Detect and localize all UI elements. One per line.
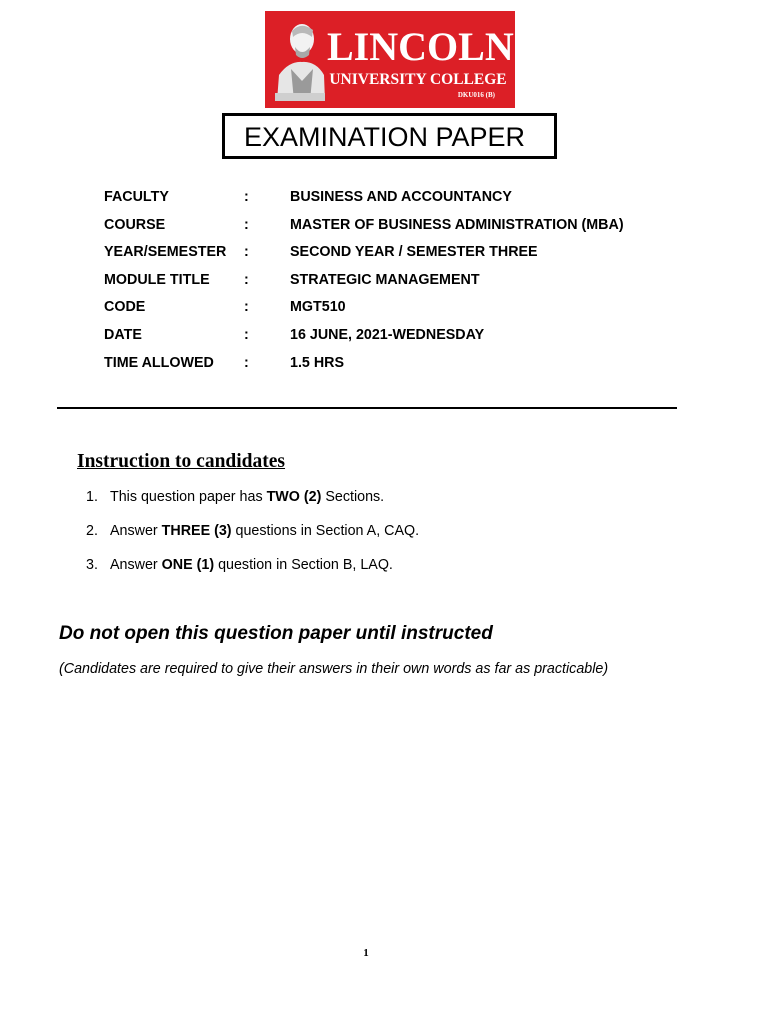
- detail-colon: :: [244, 326, 249, 343]
- detail-label: DATE: [104, 326, 142, 343]
- instruction-text-bold: THREE (3): [161, 523, 232, 539]
- do-not-open-warning: Do not open this question paper until instructed: [59, 623, 493, 644]
- page-title: EXAMINATION PAPER: [244, 122, 526, 152]
- university-logo: [265, 11, 515, 108]
- lincoln-bust-icon: [273, 17, 327, 101]
- instruction-number: 3.: [86, 557, 98, 573]
- detail-colon: :: [244, 299, 249, 316]
- candidates-note: (Candidates are required to give their answers in their own words as far as practicable): [59, 661, 609, 677]
- detail-label: YEAR/SEMESTER: [104, 244, 227, 261]
- instruction-number: 2.: [86, 523, 98, 539]
- detail-label: TIME ALLOWED: [104, 354, 214, 371]
- detail-colon: :: [244, 189, 249, 205]
- instruction-text-post: Sections.: [321, 489, 385, 505]
- instructions-heading: Instruction to candidates: [77, 451, 286, 472]
- instruction-number: 1.: [86, 489, 98, 505]
- detail-value: MASTER OF BUSINESS ADMINISTRATION (MBA): [290, 216, 624, 233]
- instruction-text: [110, 523, 419, 539]
- instruction-text-pre: Answer: [110, 557, 162, 573]
- detail-value: SECOND YEAR / SEMESTER THREE: [290, 244, 538, 261]
- instruction-text-pre: Answer: [110, 523, 162, 539]
- detail-colon: :: [244, 244, 249, 261]
- detail-colon: :: [244, 216, 249, 233]
- detail-value: 16 JUNE, 2021-WEDNESDAY: [290, 326, 485, 343]
- instruction-text: [110, 557, 393, 573]
- detail-value: STRATEGIC MANAGEMENT: [290, 271, 480, 288]
- instruction-text-post: question in Section B, LAQ.: [214, 557, 393, 573]
- instruction-text-pre: This question paper has: [110, 489, 267, 505]
- detail-label: MODULE TITLE: [104, 271, 210, 288]
- detail-colon: :: [244, 354, 249, 371]
- instruction-text-bold: TWO (2): [266, 489, 322, 505]
- detail-colon: :: [244, 271, 249, 288]
- instruction-text-bold: ONE (1): [161, 557, 215, 573]
- detail-value: 1.5 HRS: [290, 354, 345, 371]
- logo-name: LINCOLN: [327, 24, 514, 69]
- instruction-text: [110, 489, 384, 505]
- detail-label: CODE: [104, 299, 146, 316]
- instruction-text-post: questions in Section A, CAQ.: [231, 523, 420, 539]
- logo-code: DKU016 (B): [457, 91, 495, 99]
- detail-value: MGT510: [290, 299, 346, 316]
- page-number: 1: [363, 947, 369, 959]
- logo-subtitle: UNIVERSITY COLLEGE: [329, 71, 507, 88]
- detail-value: BUSINESS AND ACCOUNTANCY: [290, 189, 512, 205]
- detail-label: COURSE: [104, 216, 166, 233]
- horizontal-divider: [57, 407, 677, 409]
- detail-label: FACULTY: [104, 189, 169, 205]
- title-box: [222, 113, 557, 159]
